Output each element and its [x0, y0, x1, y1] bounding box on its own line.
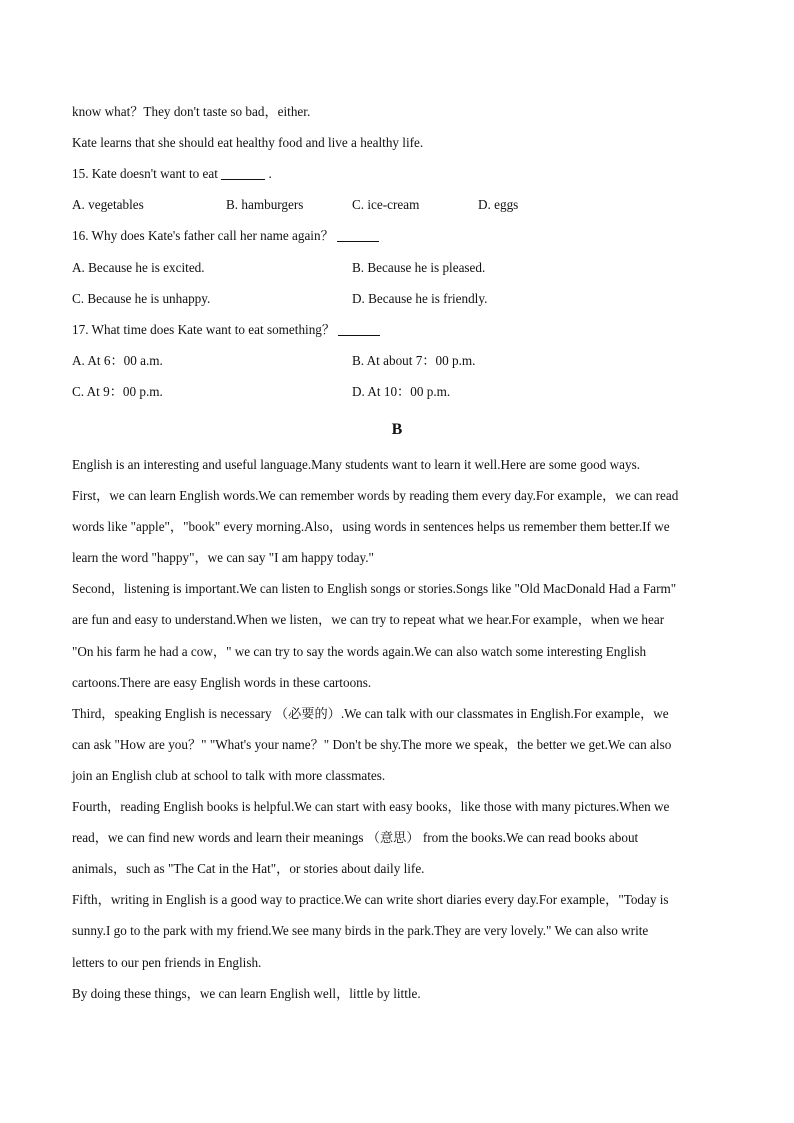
question-16-option-b: B. Because he is pleased. [352, 260, 486, 275]
passage-line: learn the word "happy"，we can say "I am happy today." [72, 550, 374, 566]
section-b-heading: B [391, 421, 403, 438]
question-15-option-c: C. ice-cream [352, 197, 420, 212]
passage-line: letters to our pen friends in English. [72, 954, 262, 970]
question-15-blank [221, 167, 265, 180]
passage-line: cartoons.There are easy English words in these cartoons. [72, 674, 372, 690]
question-17-stem [72, 322, 380, 338]
question-17-option-a: A. At 6：00 a.m. [72, 353, 163, 368]
passage-line: By doing these things，we can learn English well，little by little. [72, 985, 421, 1001]
section-b-passage [72, 449, 722, 1009]
passage-line: animals，such as "The Cat in the Hat"，or stories about daily life. [72, 861, 425, 877]
passage-a-line-2: Kate learns that she should eat healthy food and live a healthy life. [72, 135, 424, 150]
question-17-option-c: C. At 9：00 p.m. [72, 384, 163, 399]
question-16-blank [337, 229, 379, 242]
passage-a-line-1: know what？They don't taste so bad，either. [72, 104, 311, 119]
question-16-stem [72, 228, 379, 244]
passage-line: read，we can find new words and learn their meanings （意思） from the books.We can read books about [72, 830, 639, 846]
passage-line: Fourth，reading English books is helpful.We can start with easy books，like those with many pictures.When we [72, 799, 670, 815]
passage-line: words like "apple"，"book" every morning.Also，using words in sentences helps us remember them better.If we [72, 519, 670, 535]
question-15-option-b: B. hamburgers [226, 197, 304, 212]
passage-line: Second，listening is important.We can listen to English songs or stories.Songs like "Old MacDonald Had a Farm" [72, 581, 677, 597]
question-15-option-a: A. vegetables [72, 197, 144, 212]
passage-line: join an English club at school to talk with more classmates. [72, 767, 386, 783]
passage-line: are fun and easy to understand.When we listen，we can try to repeat what we hear.For example，when we hear [72, 612, 665, 628]
question-17-blank [338, 323, 380, 336]
passage-line: sunny.I go to the park with my friend.We see many birds in the park.They are very lovely." We can also write [72, 923, 649, 939]
question-16-option-d: D. Because he is friendly. [352, 291, 488, 306]
question-15-stem [72, 166, 272, 182]
question-17-text: 17. What time does Kate want to eat something？ [72, 322, 336, 337]
question-17-option-b: B. At about 7：00 p.m. [352, 353, 476, 368]
question-16-option-a: A. Because he is excited. [72, 260, 205, 275]
passage-line: Third，speaking English is necessary （必要的）.We can talk with our classmates in English.For example，we [72, 705, 669, 721]
question-15-text: 15. Kate doesn't want to eat [72, 166, 218, 181]
question-17-option-d: D. At 10：00 p.m. [352, 384, 451, 399]
passage-line: English is an interesting and useful language.Many students want to learn it well.Here are some good ways. [72, 457, 641, 472]
passage-line: can ask "How are you？" "What's your name？" Don't be shy.The more we speak，the better we get.We can also [72, 736, 672, 752]
passage-line: First，we can learn English words.We can remember words by reading them every day.For example，we can read [72, 488, 679, 504]
question-16-option-c: C. Because he is unhappy. [72, 291, 211, 306]
question-15-option-d: D. eggs [478, 197, 519, 212]
question-16-text: 16. Why does Kate's father call her name again？ [72, 228, 334, 243]
question-15-tail: . [268, 166, 272, 181]
passage-line: "On his farm he had a cow，" we can try to say the words again.We can also watch some interesting English [72, 643, 647, 659]
passage-line: Fifth，writing in English is a good way to practice.We can write short diaries every day.For example，"Today is [72, 892, 669, 908]
